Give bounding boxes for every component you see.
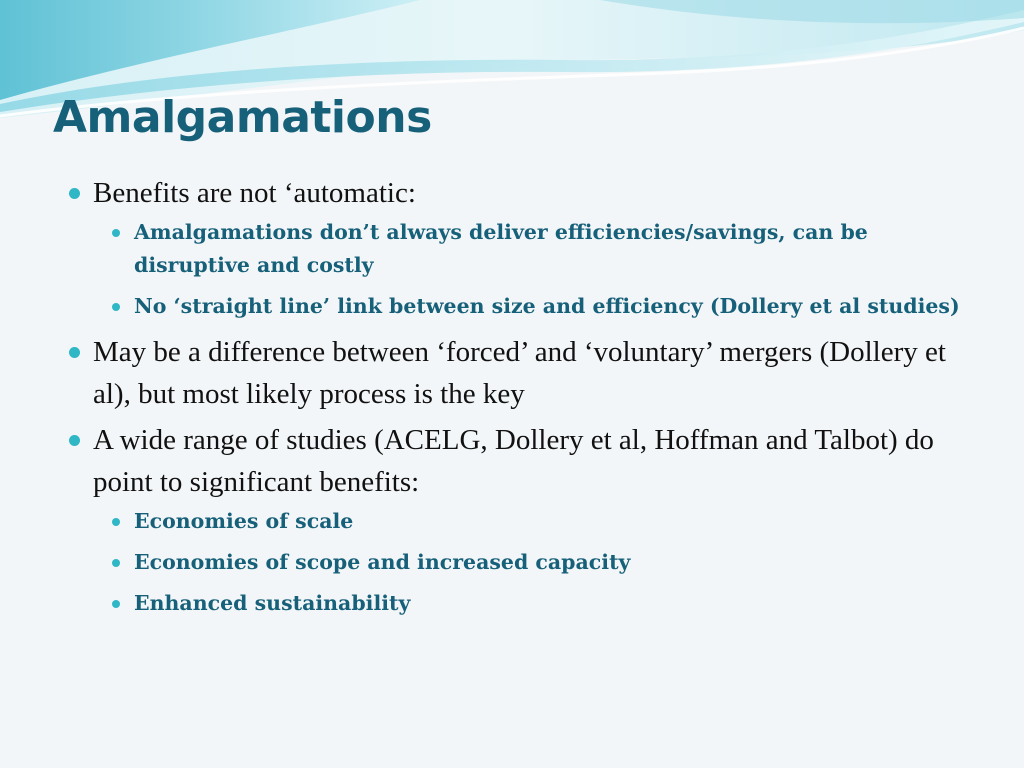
sub-bullet-text: No ‘straight line’ link between size and efficiency (Dollery et al studies) <box>134 294 960 318</box>
sub-bullet-item <box>93 290 960 323</box>
sub-bullet-text: Economies of scale <box>134 509 354 533</box>
bullet-item <box>60 172 960 323</box>
bullet-dot-icon <box>69 347 80 358</box>
bullet-text: A wide range of studies (ACELG, Dollery et al, Hoffman and Talbot) do point to significant benefits: <box>93 424 934 498</box>
bullet-text: May be a difference between ‘forced’ and ‘voluntary’ mergers (Dollery et al), but most likely process is the key <box>93 336 946 410</box>
sub-bullet-list <box>93 216 960 323</box>
sub-bullet-dot-icon <box>112 518 120 526</box>
bullet-dot-icon <box>69 188 80 199</box>
sub-bullet-text: Enhanced sustainability <box>134 591 411 615</box>
slide-content <box>60 172 960 628</box>
sub-bullet-text: Economies of scope and increased capacity <box>134 550 631 574</box>
bullet-item <box>60 419 960 620</box>
slide-title: Amalgamations <box>53 92 432 143</box>
bullet-list <box>60 172 960 620</box>
sub-bullet-dot-icon <box>112 559 120 567</box>
sub-bullet-dot-icon <box>112 303 120 311</box>
bullet-item <box>60 331 960 415</box>
bullet-dot-icon <box>69 435 80 446</box>
sub-bullet-item <box>93 546 960 579</box>
sub-bullet-list <box>93 505 960 620</box>
sub-bullet-text: Amalgamations don’t always deliver efficiencies/savings, can be disruptive and costly <box>134 220 868 277</box>
sub-bullet-dot-icon <box>112 229 120 237</box>
sub-bullet-item <box>93 505 960 538</box>
bullet-text: Benefits are not ‘automatic: <box>93 177 416 209</box>
sub-bullet-item <box>93 587 960 620</box>
sub-bullet-dot-icon <box>112 600 120 608</box>
sub-bullet-item <box>93 216 960 282</box>
